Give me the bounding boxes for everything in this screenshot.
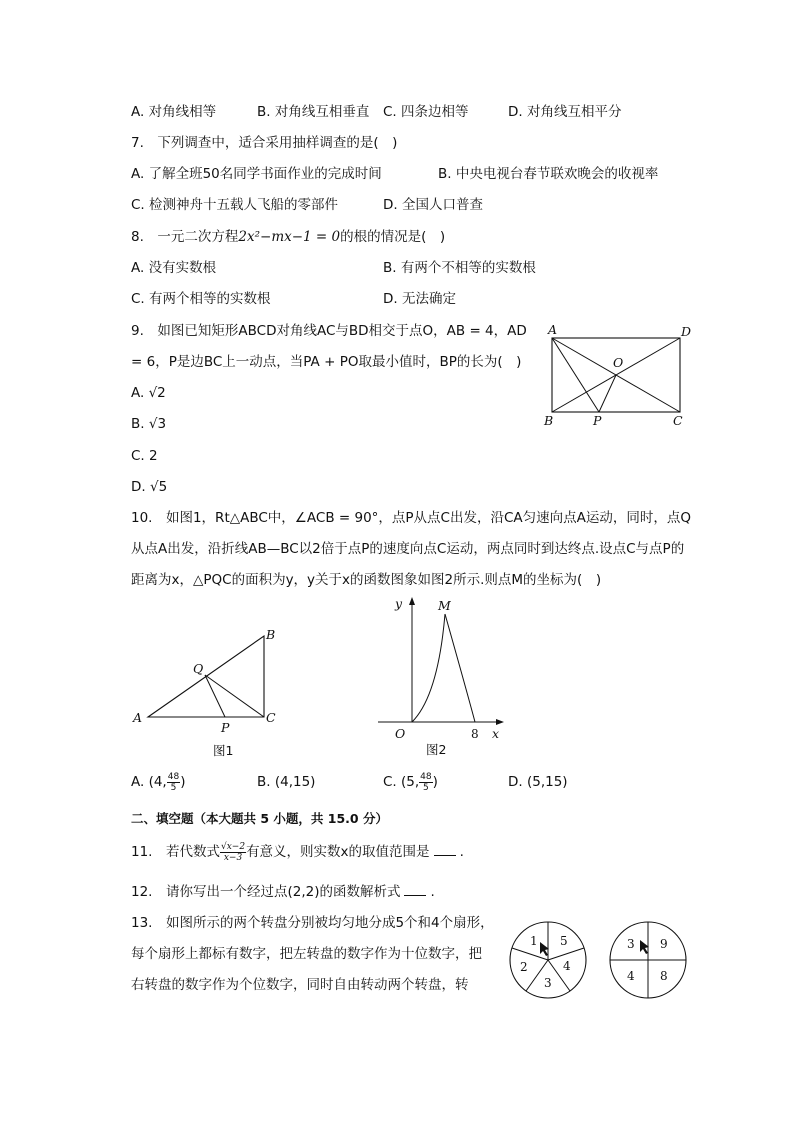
q7-option-a: A. 了解全班50名同学书面作业的完成时间 — [131, 166, 382, 182]
q10-figure2 — [372, 592, 512, 762]
q10-option-b: B. (4,15) — [257, 774, 316, 790]
q8-option-b: B. 有两个不相等的实数根 — [383, 260, 536, 276]
q10-line1: 10. 如图1，Rt△ABC中，∠ACB = 90°，点P从点C出发，沿CA匀速向点A运动，同时，点Q — [131, 510, 691, 526]
q13-line3: 右转盘的数字作为个位数字，同时自由转动两个转盘，转 — [131, 977, 469, 993]
q9-option-a: A. √2 — [131, 385, 166, 401]
label-p: P — [593, 413, 602, 428]
label-a: A — [548, 322, 558, 337]
q10-option-a-prefix: A. (4, — [131, 774, 167, 790]
q10-line2: 从点A出发，沿折线AB—BC以2倍于点P的速度向点C运动，两点同时到达终点.设点C与点P的 — [131, 541, 685, 557]
label-b: B — [266, 627, 276, 642]
q8-stem — [131, 228, 445, 246]
q12 — [131, 883, 435, 901]
label-o: O — [395, 726, 406, 741]
q11-suffix: 有意义，则实数x的取值范围是 — [246, 844, 430, 860]
q10-option-c-prefix: C. (5, — [383, 774, 420, 790]
label-o: O — [613, 355, 624, 370]
q10-option-d: D. (5,15) — [508, 774, 568, 790]
q9-option-c: C. 2 — [131, 448, 158, 464]
q8-option-c: C. 有两个相等的实数根 — [131, 291, 271, 307]
q6-option-c: C. 四条边相等 — [383, 104, 469, 120]
segment-qc — [205, 675, 264, 717]
frac-den: 5 — [423, 782, 429, 793]
right-spinner — [606, 918, 696, 1002]
sector-2: 2 — [520, 960, 528, 974]
q11 — [131, 840, 464, 864]
q7-option-d: D. 全国人口普查 — [383, 197, 483, 213]
q11-answer-blank[interactable] — [434, 843, 456, 856]
q12-end: . — [430, 884, 435, 900]
sector-4: 4 — [563, 959, 571, 973]
q10-figure1 — [128, 622, 288, 762]
q7-option-c: C. 检测神舟十五载人飞船的零部件 — [131, 197, 339, 213]
segment-pa — [552, 338, 599, 412]
q9-line1: 9. 如图已知矩形ABCD对角线AC与BD相交于点O，AB = 4，AD — [131, 323, 527, 339]
x-axis-arrow — [496, 719, 504, 725]
q6-option-d: D. 对角线互相平分 — [508, 104, 622, 120]
q9-option-d: D. √5 — [131, 479, 168, 495]
q10-line3: 距离为x，△PQC的面积为y，y关于x的函数图象如图2所示.则点M的坐标为( ) — [131, 572, 602, 588]
sector-5: 5 — [560, 934, 568, 948]
sector-3: 3 — [627, 937, 635, 951]
q13-line1: 13. 如图所示的两个转盘分别被均匀地分成5个和4个扇形， — [131, 915, 494, 931]
label-x: x — [492, 726, 500, 741]
label-a: A — [133, 710, 143, 725]
q11-prefix: 11. 若代数式 — [131, 844, 220, 860]
sector-9: 9 — [660, 937, 668, 951]
q9-line2: = 6，P是边BC上一动点，当PA + PO取最小值时，BP的长为( ) — [131, 354, 522, 370]
q11-end: . — [459, 844, 464, 860]
label-q: Q — [193, 661, 204, 676]
y-axis-arrow — [409, 597, 415, 605]
sector-1: 1 — [530, 934, 538, 948]
frac-num: 48 — [420, 771, 432, 782]
curve-rising — [412, 614, 445, 722]
section2-title: 二、填空题（本大题共 5 小题，共 15.0 分） — [131, 811, 388, 826]
fig1-caption: 图1 — [213, 743, 234, 758]
segment-po — [599, 375, 616, 412]
frac-num: 48 — [167, 771, 180, 782]
q12-answer-blank[interactable] — [404, 883, 426, 896]
q10-option-c — [383, 770, 438, 794]
q10-option-c-fraction — [419, 772, 432, 793]
curve-falling — [445, 614, 475, 722]
label-c: C — [673, 413, 683, 428]
label-m: M — [438, 598, 451, 613]
label-p: P — [221, 720, 230, 735]
q8-stem-suffix: 的根的情况是( ) — [340, 229, 446, 245]
q8-stem-prefix: 8. 一元二次方程 — [131, 229, 239, 245]
label-y: y — [395, 596, 403, 611]
q8-option-a: A. 没有实数根 — [131, 260, 217, 276]
fig2-caption: 图2 — [426, 742, 447, 757]
label-d: D — [681, 324, 692, 339]
label-b: B — [544, 413, 554, 428]
frac-num: √x−2 — [220, 841, 246, 852]
frac-den: 5 — [170, 782, 177, 793]
q10-option-a-suffix: ) — [180, 774, 186, 790]
label-8: 8 — [471, 727, 479, 741]
q7-stem: 7. 下列调查中，适合采用抽样调查的是( ) — [131, 135, 398, 151]
q9-rectangle-figure — [540, 322, 700, 430]
q10-option-a-fraction — [167, 772, 180, 793]
sector-3: 3 — [544, 976, 552, 990]
q11-fraction — [220, 842, 246, 863]
segment-qp — [205, 675, 225, 717]
q10-option-a — [131, 770, 185, 794]
sector-4: 4 — [627, 969, 635, 983]
sector-8: 8 — [660, 969, 668, 983]
q6-option-b: B. 对角线互相垂直 — [257, 104, 370, 120]
q10-option-c-suffix: ) — [432, 774, 438, 790]
q8-option-d: D. 无法确定 — [383, 291, 456, 307]
label-c: C — [266, 710, 276, 725]
q7-option-b: B. 中央电视台春节联欢晚会的收视率 — [438, 166, 659, 182]
frac-den: x−3 — [223, 852, 243, 863]
q6-option-a: A. 对角线相等 — [131, 104, 217, 120]
q9-option-b: B. √3 — [131, 416, 167, 432]
q8-equation: 2x²−mx−1 = 0 — [238, 229, 341, 245]
left-spinner — [506, 918, 596, 1002]
q13-line2: 每个扇形上都标有数字，把左转盘的数字作为十位数字，把 — [131, 946, 482, 962]
q12-prefix: 12. 请你写出一个经过点(2,2)的函数解析式 — [131, 884, 401, 900]
